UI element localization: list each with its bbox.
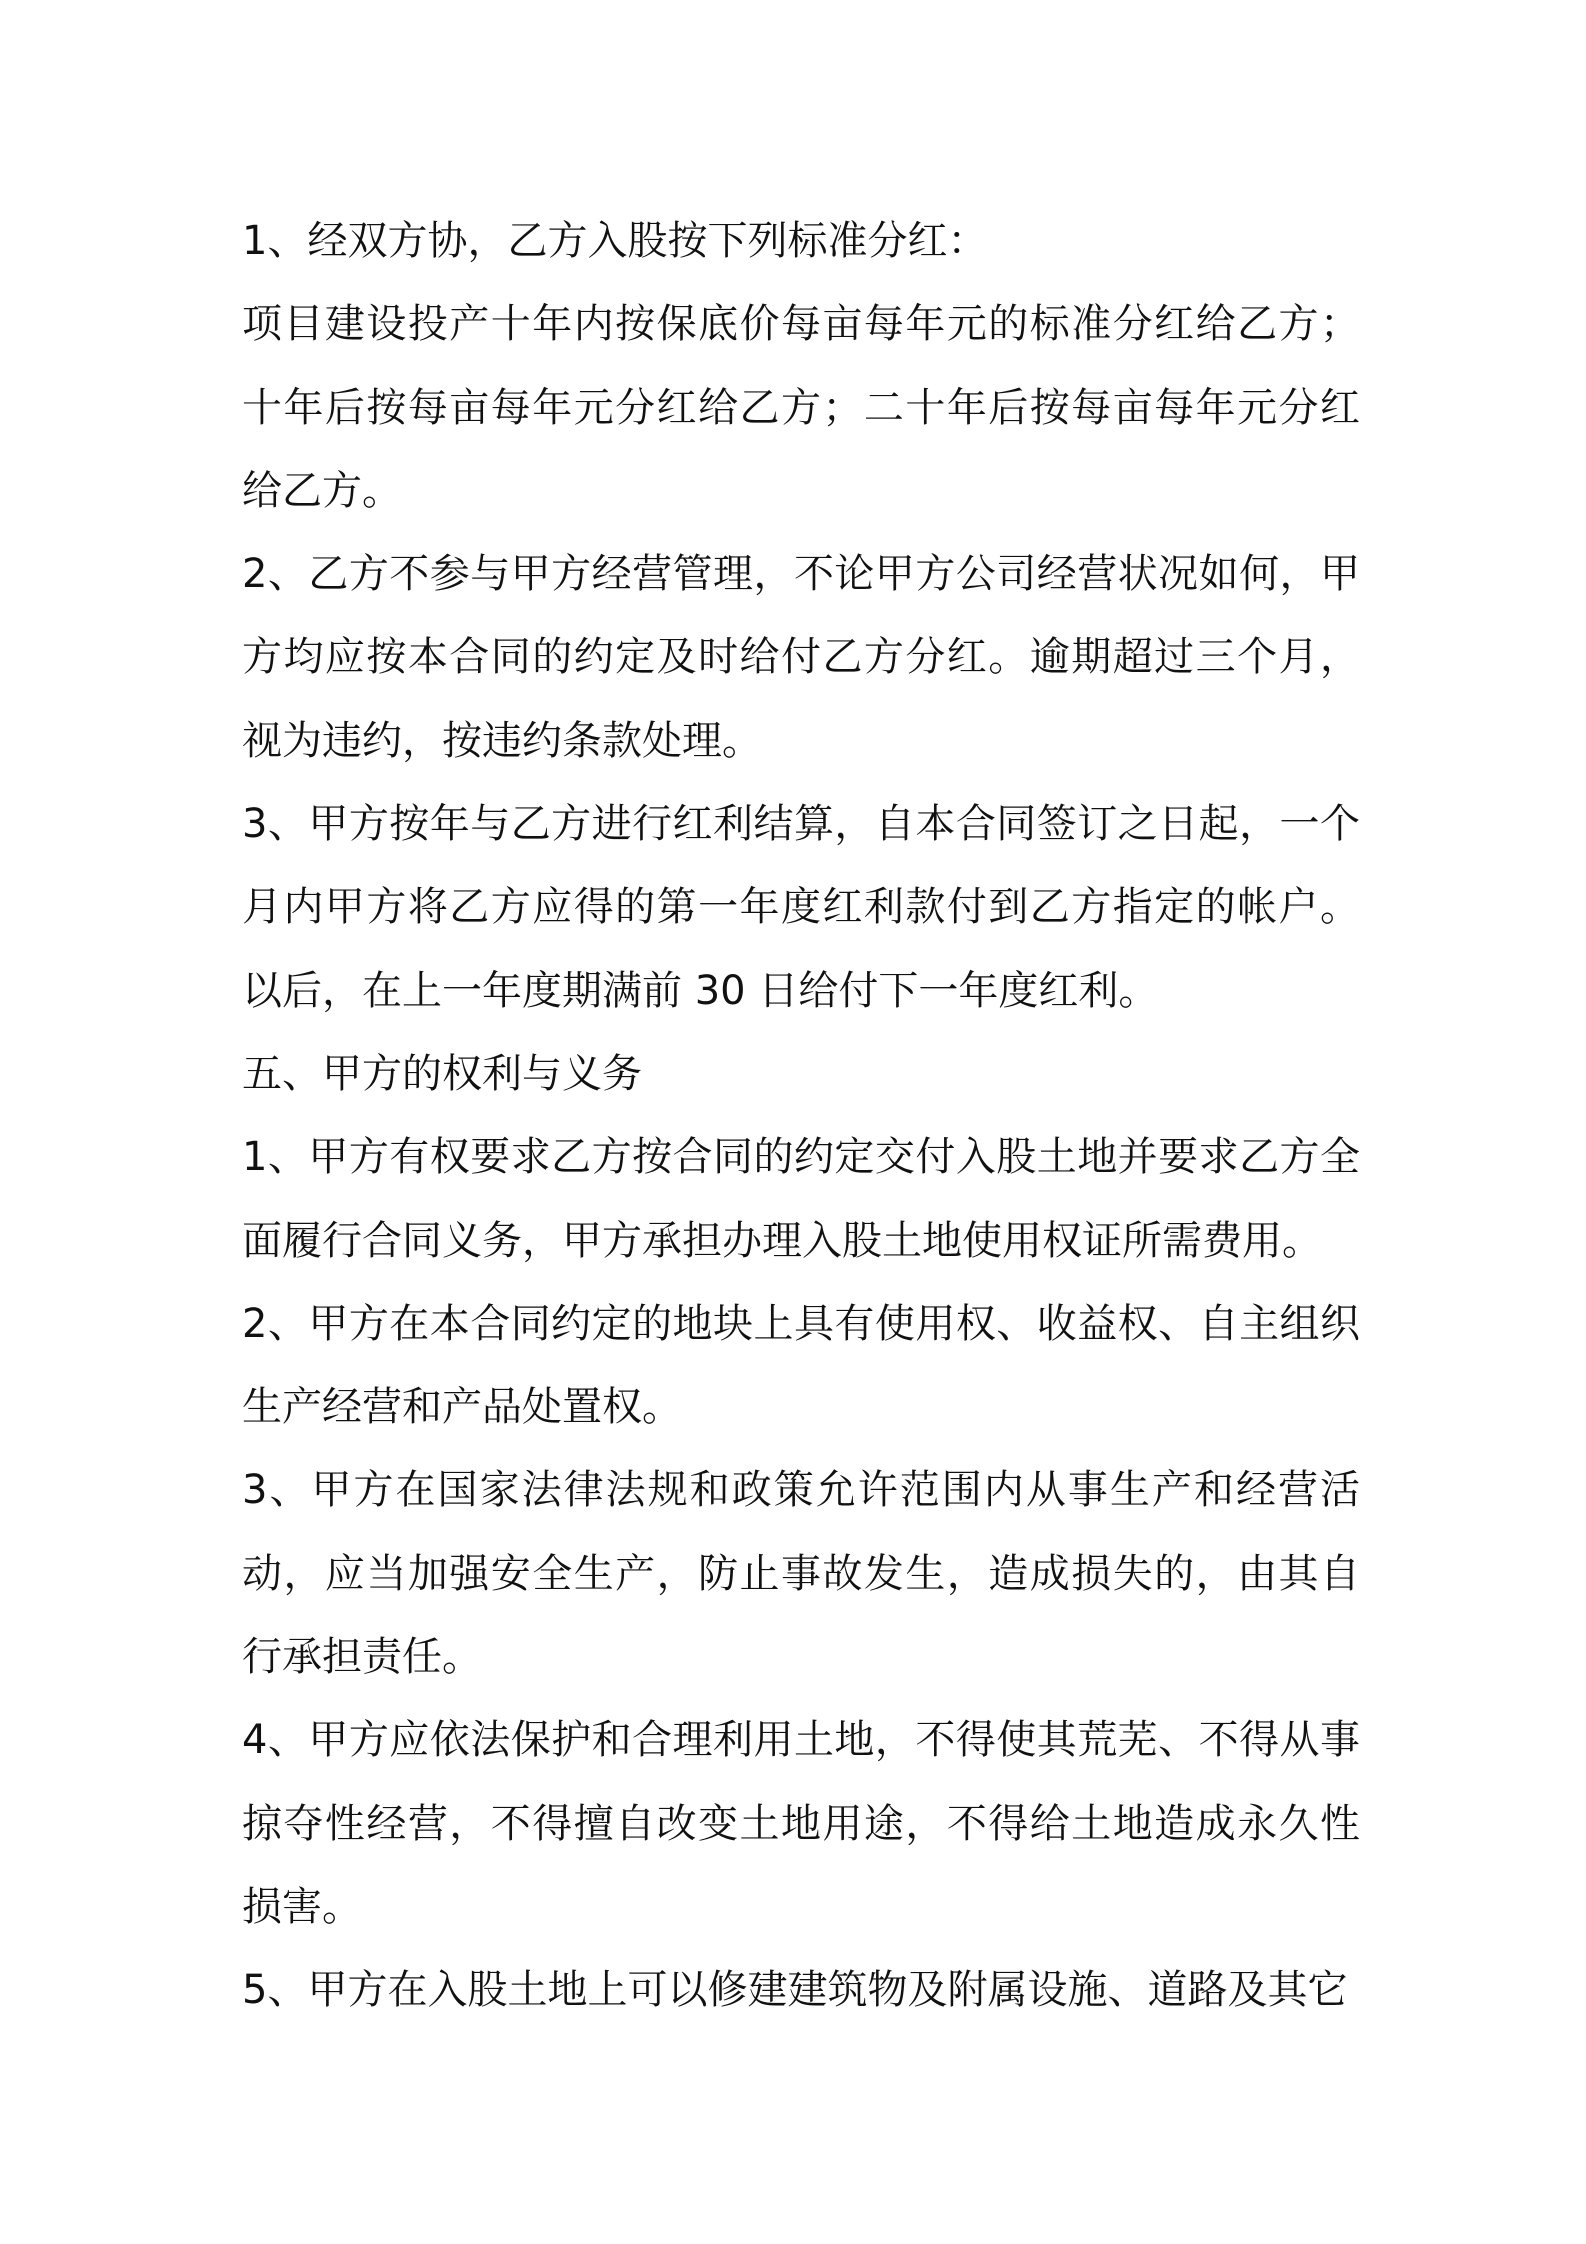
section-heading-party-a-rights: 五、甲方的权利与义务 — [242, 1050, 642, 1097]
paragraph-land-protection: 4、甲方应依法保护和合理利用土地，不得使其荒芜、不得从事掠夺性经营，不得擅自改变土地用途，不得给土地造成永久性损害。 — [242, 1717, 1360, 1930]
paragraph-legal-operation: 3、甲方在国家法律法规和政策允许范围内从事生产和经营活动，应当加强安全生产，防止事故发生，造成损失的，由其自行承担责任。 — [242, 1467, 1360, 1681]
paragraph-dividend-standard: 1、经双方协，乙方入股按下列标准分红： — [242, 218, 988, 264]
paragraph-no-management: 2、乙方不参与甲方经营管理，不论甲方公司经营状况如何，甲方均应按本合同的约定及时给付乙方分红。逾期超过三个月，视为违约，按违约条款处理。 — [242, 551, 1360, 764]
document-body — [242, 200, 1360, 2033]
paragraph-usage-rights: 2、甲方在本合同约定的地块上具有使用权、收益权、自主组织生产经营和产品处置权。 — [242, 1300, 1360, 1431]
paragraph-construction: 5、甲方在入股土地上可以修建建筑物及附属设施、道路及其它 — [242, 1967, 1348, 2014]
paragraph-right-to-demand: 1、甲方有权要求乙方按合同的约定交付入股土地并要求乙方全面履行合同义务，甲方承担办理入股土地使用权证所需费用。 — [242, 1134, 1360, 1264]
paragraph-dividend-schedule: 项目建设投产十年内按保底价每亩每年元的标准分红给乙方；十年后按每亩每年元分红给乙方；二十年后按每亩每年元分红给乙方。 — [242, 301, 1360, 514]
paragraph-annual-settlement: 3、甲方按年与乙方进行红利结算，自本合同签订之日起，一个月内甲方将乙方应得的第一年度红利款付到乙方指定的帐户。以后，在上一年度期满前 30 日给付下一年度红利。 — [242, 801, 1360, 1014]
